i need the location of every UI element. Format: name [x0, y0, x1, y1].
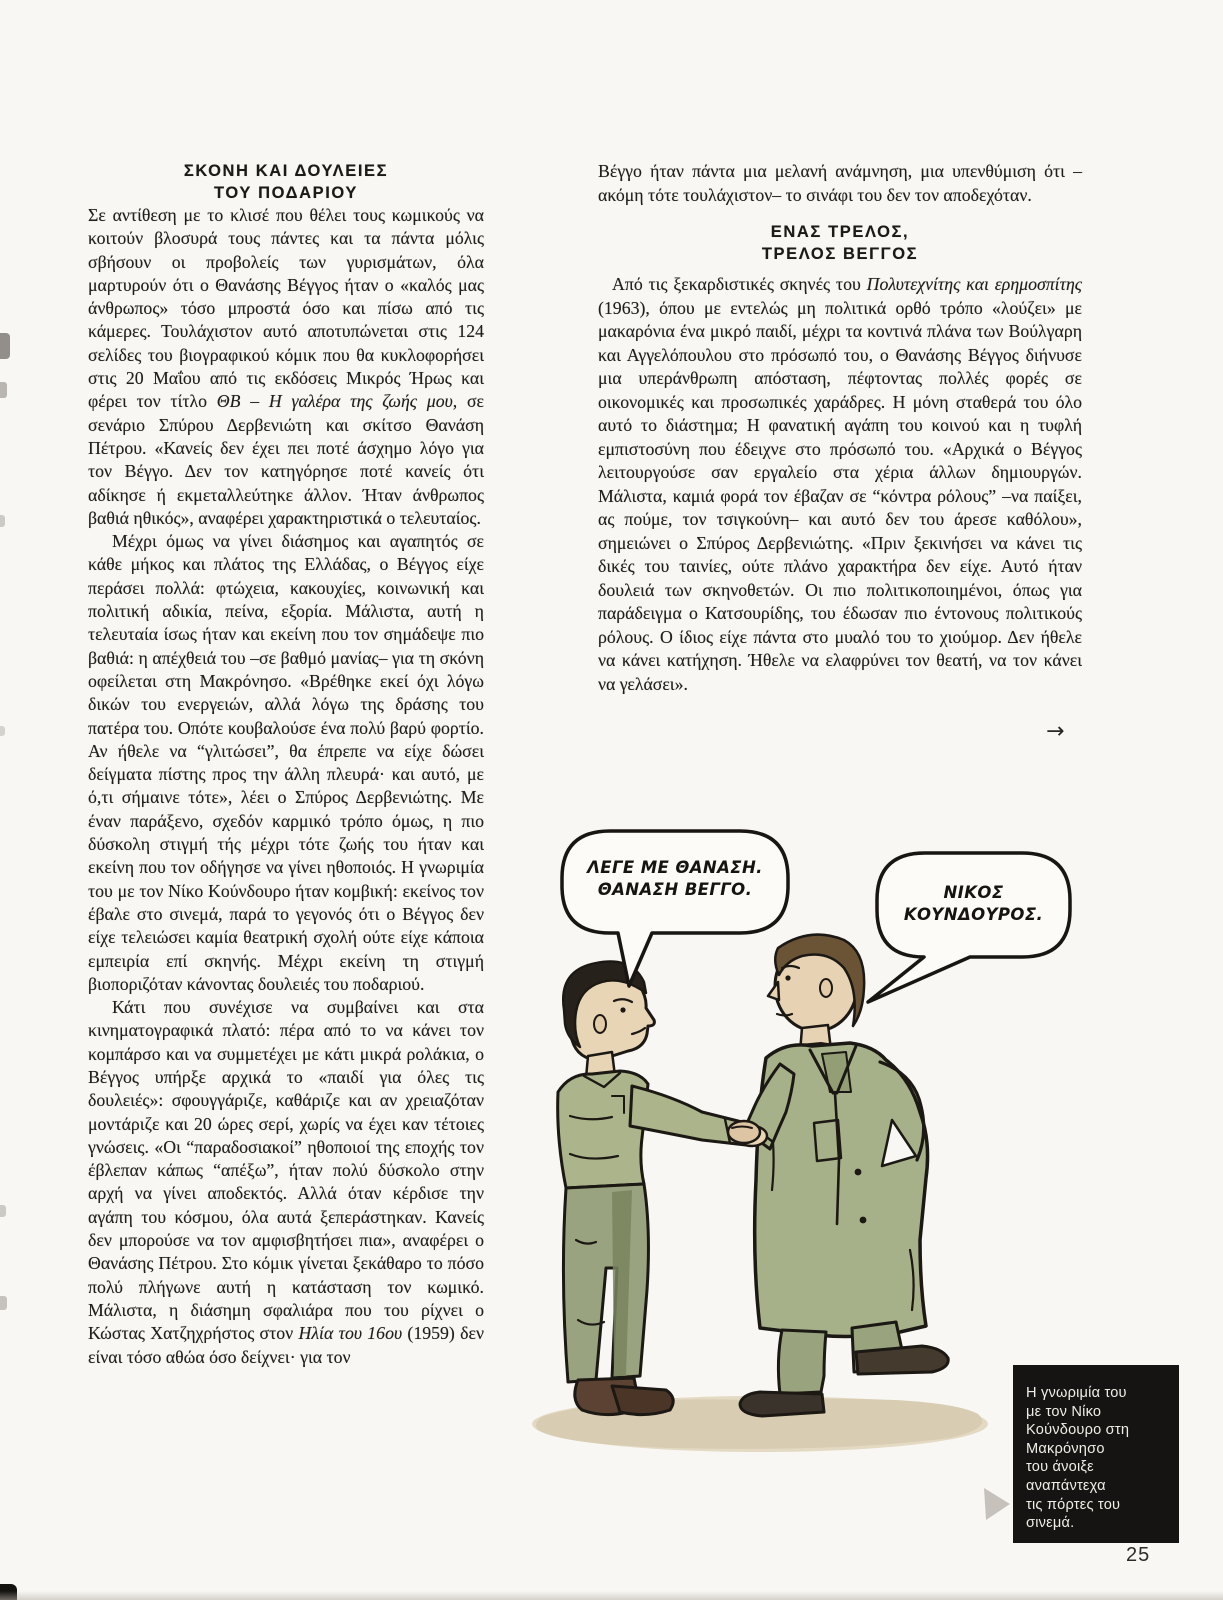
heading-line: ΣΚΟΝΗ ΚΑΙ ΔΟΥΛΕΙΕΣ — [183, 162, 389, 180]
caption-line: με τον Νίκο — [1026, 1403, 1102, 1420]
film-title-italic: Ηλία του 16ου — [298, 1323, 403, 1344]
bubble-text-koundouros — [877, 882, 1070, 926]
paragraph-text: Μέχρι όμως να γίνει διάσημος και αγαπητός σε κάθε μήκος και πλάτος της Ελλάδας, ο Βέγγος είχε περάσει πολλά: φτώχεια, κακουχίες, κοινωνική και πολιτική αδικία, πείνα, εξορία. Μάλιστα, αυτή η τελευταία ίσως ήταν και εκείνη που τον σημάδεψε πιο βαθιά: η απέχθειά του –σε βαθμό μανίας– για τη σκόνη οφείλεται στη Μακρόνησο. «Βρέθηκε εκεί όχι λόγω δικών του ενεργειών, αλλά λόγω της δράσης του πατέρα του. Οπότε κουβαλούσε ένα πολύ βαρύ φορτίο. Αν ήθελε να “γλιτώσει”, θα έπρεπε να είχε δώσει δείγματα πίστης προς την άλλη πλευρά· και αυτό, με ό,τι σήμαινε τότε», λέει ο Σπύρος Δερβενιώτης. Με έναν παράξενο, σχεδόν καρμικό τρόπο όμως, η πιο δύσκολη στιγμή τής μέχρι τότε ζωής του ήταν και εκείνη που τον οδήγησε να γίνει ηθοποιός. Η γνωριμία του με τον Νίκο Κούνδουρο ήταν κομβική: εκείνος τον έβαλε στο σινεμά, παρά το γεγονός ότι ο Βέγγος δεν είχε τελειώσει καμία θεατρική σχολή ούτε είχε κάποια εμπειρία επί σκηνής. Μέχρι εκείνη τη στιγμή βιοποριζόταν κάνοντας δουλειές του ποδαριού. — [88, 531, 484, 994]
bubble-line: ΚΟΥΝΔΟΥΡΟΣ. — [903, 905, 1044, 924]
body-paragraph — [88, 530, 484, 996]
paragraph-text: (1963), όπου με εντελώς μη πολιτικά ορθό τρόπο «λούζει» με μακαρόνια ένα μικρό παιδί, μέχρι τα κοντινά πλάνα των Βούλγαρη και Αγγελόπουλου στο πρόσωπό του, ο Θανάσης Βέγγος διήνυσε μια υπεράνθρωπη απόσταση, πέφτοντας πολλές φορές σε οικονομικές και προσωπικές χαράδρες. Η μόνη σταθερά του όλο αυτό το διάστημα; Η φανατική αγάπη του κοινού και η τυφλή εμπιστοσύνη που έδειχνε στο πρόσωπό του. «Αρχικά ο Βέγγος λειτουργούσε σαν εργαλείο στα χέρια άλλων δημιουργών. Μάλιστα, καμιά φορά τον έβαζαν σε “κόντρα ρόλους” –να παίξει, ας πούμε, τον τσιγκούνη– και αυτό δεν του άρεσε καθόλου», σημειώνει ο Σπύρος Δερβενιώτης. «Πριν ξεκινήσει να κάνει τις δικές του ταινίες, ούτε πλάνο χαρακτήρα δεν είχε. Αυτό ήταν δουλειά των σκηνοθετών. Οι πιο πολιτικοποιημένοι, όπως για παράδειγμα ο Κατσουρίδης, του έδωσαν πιο έντονους πολιτικούς ρόλους. Ο ίδιος είχε πάντα στο μυαλό του το χιούμορ. Δεν ήθελε να κάνει κατήχηση. Ήθελε να ελαφρύνει τον θεατή, να τον κάνει να γελάσει». — [598, 297, 1082, 694]
continued-arrow-icon: → — [1046, 719, 1065, 744]
scan-smudge — [0, 1205, 6, 1217]
caption-line: αναπάντεχα — [1026, 1477, 1106, 1494]
bubble-line: ΛΕΓΕ ΜΕ ΘΑΝΑΣΗ. — [587, 858, 763, 877]
caption-box — [1013, 1365, 1179, 1543]
page-number: 25 — [1126, 1544, 1151, 1566]
body-paragraph — [88, 204, 484, 530]
bubble-text-vengos — [562, 857, 788, 901]
paragraph-text: , σε σενάριο Σπύρου Δερβενιώτη και σκίτσο Θανάση Πέτρου. «Κανείς δεν έχει πει ποτέ άσχημο λόγο για τον Βέγγο. Δεν τον κατηγόρησε ποτέ κανείς ότι αδίκησε ή εκμεταλλεύτηκε άλλον. Ήταν άνθρωπος βαθιά ηθικός», αναφέρει χαρακτηριστικά ο τελευταίος. — [88, 391, 484, 528]
paragraph-text: Κάτι που συνέχισε να συμβαίνει και στα κινηματογραφικά πλατό: πέρα από το να κάνει τον κομπάρσο και να συμμετέχει με κάτι μικρά ρολάκια, ο Βέγγος υπήρξε αρχικά το «παιδί για όλες τις δουλειές»: σφουγγάριζε, καθάριζε και αν χρειαζόταν μοντάριζε και 20 ώρες σερί, χωρίς να έχει καν τέτοιες γνώσεις. «Οι “παραδοσιακοί” ηθοποιοί της εποχής τον έβλεπαν κάπως “απέξω”, ήταν πολύ δύσκολο στην αρχή να γίνει αποδεκτός. Αλλά όταν κέρδισε την αγάπη του κόσμου, όλα αυτά ξεπεράστηκαν. Κανείς δεν μπορούσε να τον αμφισβητήσει πια», αναφέρει ο Θανάσης Πέτρου. Στο κόμικ γίνεται ξεκάθαρο το πόσο πολύ πλήγωνε αυτή η κατάσταση τον κωμικό. Μάλιστα, η διάσημη σφαλιάρα που του ρίχνει ο Κώστας Χατζηχρήστος στον — [88, 997, 484, 1344]
caption-line: τις πόρτες του — [1026, 1496, 1121, 1513]
left-column — [88, 160, 484, 1369]
comic-title-italic: ΘΒ – Η γαλέρα της ζωής μου — [216, 391, 453, 412]
bubble-line: ΘΑΝΑΣΗ ΒΕΓΓΟ. — [597, 880, 753, 899]
paragraph-text: (1959) δεν είναι τόσο αθώα όσο δείχνει· για τον — [88, 1323, 484, 1367]
paragraph-text: Σε αντίθεση με το κλισέ που θέλει τους κωμικούς να κοιτούν βλοσυρά τους πάντες και τα πάντα μόλις σβήσουν οι προβολείς των γυρισμάτων, όλα μαρτυρούν ότι ο Θανάσης Βέγγος ήταν ο «καλός μας άνθρωπος» τόσο μπροστά όσο και πίσω από τις κάμερες. Τουλάχιστον αυτό αποτυπώνεται στις 124 σελίδες του βιογραφικού κόμικ που θα κυκλοφορήσει στις 20 Μαΐου από τις εκδόσεις Μικρός Ήρως και φέρει τον τίτλο — [88, 205, 484, 412]
body-paragraph — [598, 160, 1082, 207]
bubble-line: ΝΙΚΟΣ — [943, 883, 1004, 902]
caption-line: σινεμά. — [1026, 1515, 1075, 1532]
scan-smudge — [0, 382, 7, 398]
figure-koundouros — [740, 935, 948, 1416]
right-column — [598, 160, 1082, 696]
scan-smudge — [0, 1296, 7, 1310]
print-artifact — [984, 1488, 1010, 1520]
caption-line: Μακρόνησο — [1026, 1440, 1105, 1457]
heading-line: ΤΡΕΛΟΣ ΒΕΓΓΟΣ — [761, 245, 919, 263]
handshake — [728, 1121, 760, 1143]
heading-line: ΕΝΑΣ ΤΡΕΛΟΣ, — [770, 223, 910, 241]
scan-corner-mark — [0, 1584, 17, 1600]
comic-illustration — [520, 820, 1090, 1570]
figure-vengos — [558, 962, 767, 1415]
caption-line: Η γνωριμία του — [1026, 1385, 1127, 1401]
caption-line: του άνοιξε — [1026, 1459, 1094, 1476]
speech-bubble-right — [868, 853, 1070, 1002]
section-heading-skoni — [88, 160, 484, 204]
body-paragraph — [598, 273, 1082, 696]
scan-edge-shadow — [0, 1591, 1223, 1600]
caption-line: Κούνδουρο στη — [1026, 1422, 1130, 1439]
heading-line: ΤΟΥ ΠΟΔΑΡΙΟΥ — [214, 184, 358, 202]
body-paragraph — [88, 996, 484, 1369]
film-title-italic: Πολυτεχνίτης και ερημοσπίτης — [866, 274, 1082, 294]
paragraph-text: Από τις ξεκαρδιστικές σκηνές του — [612, 274, 867, 294]
section-heading-trelos — [598, 221, 1082, 265]
scan-smudge — [0, 333, 10, 359]
paragraph-text: Βέγγο ήταν πάντα μια μελανή ανάμνηση, μια υπενθύμιση ότι –ακόμη τότε τουλάχιστον– το σινάφι του δεν τον αποδεχόταν. — [598, 161, 1082, 205]
scan-smudge — [0, 726, 5, 736]
scan-smudge — [0, 515, 5, 527]
